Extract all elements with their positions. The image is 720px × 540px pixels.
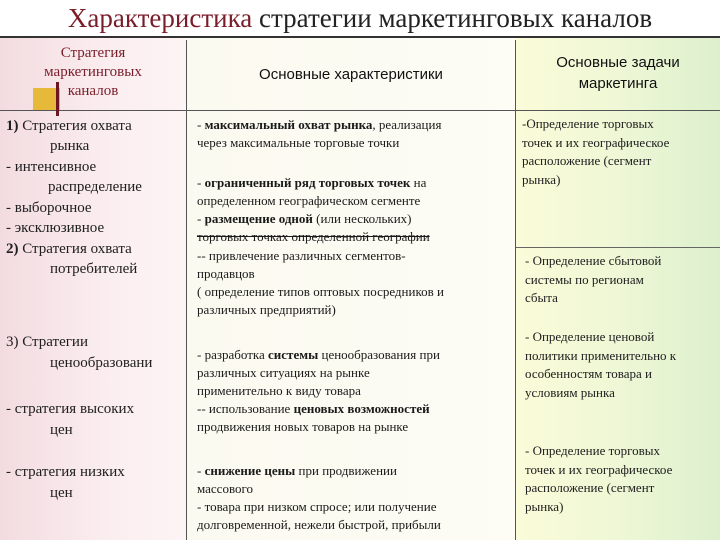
low-price-strategy: - стратегия низких (6, 464, 125, 480)
selective-distribution: - выборочное (6, 200, 92, 216)
char-limited-outlets: - ограниченный ряд торговых точек на (197, 175, 427, 190)
column-divider (186, 40, 187, 540)
high-price-strategy: - стратегия высоких (6, 401, 135, 417)
intensive-distribution-cont: распределение (48, 179, 142, 195)
char-low-demand: - товара при низком спросе; или получение (197, 499, 437, 514)
title-rest: стратегии маркетинговых каналов (252, 3, 653, 33)
task-outlets-1: -Определение торговых точек и их географическое расположение (сегмент рынка) (522, 116, 670, 187)
task-price-policy: - Определение ценовой политики применительно к особенностям товара и условиям рынка (525, 329, 677, 400)
char-limited-outlets-cont: определенном географическом сегменте (197, 193, 421, 208)
char-single-outlet-cont: торговых точках определенной географии (197, 229, 430, 244)
header-tasks: Основные задачи маркетинга (556, 54, 680, 92)
row-divider (516, 247, 720, 248)
strategy-coverage-cont: рынка (50, 138, 90, 154)
char-price-reduction: - снижение цены при продвижении (197, 463, 397, 478)
char-price-reduction-cont: массового (197, 481, 254, 496)
char-max-coverage-cont: через максимальные торговые точки (197, 135, 400, 150)
char-wholesale-types-cont: различных предприятий) (197, 302, 336, 317)
strategy-table (0, 36, 720, 540)
strategy-consumers-cont: потребителей (50, 261, 138, 277)
char-price-opportunities: -- использование ценовых возможностей (197, 401, 430, 416)
char-price-opportunities-cont: продвижения новых товаров на рынке (197, 419, 409, 434)
column-divider (515, 40, 516, 540)
char-wholesale-types: ( определение типов оптовых посредников и (197, 284, 444, 299)
char-max-coverage: - максимальный охват рынка, реализация (197, 117, 442, 132)
header-characteristics: Основные характеристики (259, 66, 443, 83)
exclusive-distribution: - эксклюзивное (6, 220, 105, 236)
low-price-strategy-cont: цен (50, 485, 73, 501)
page-title (0, 0, 720, 36)
intensive-distribution: - интенсивное (6, 159, 97, 175)
strategy-pricing-cont: ценообразовани (50, 355, 153, 371)
char-pricing-system-cont2: применительно к виду товара (197, 383, 361, 398)
title-accent: Характеристика (67, 3, 253, 33)
char-attract-segments-cont: продавцов (197, 266, 255, 281)
strategy-consumers: 2) Стратегия охвата (6, 241, 132, 257)
strategy-coverage: 1) Стратегия охвата (6, 118, 132, 134)
char-single-outlet: - размещение одной (или нескольких) (197, 211, 412, 226)
header-divider (0, 110, 720, 111)
task-sales-system: - Определение сбытовой системы по регионам сбыта (525, 253, 662, 305)
task-outlets-2: - Определение торговых точек и их географическое расположение (сегмент рынка) (525, 443, 673, 514)
char-attract-segments: -- привлечение различных сегментов- (197, 248, 406, 263)
high-price-strategy-cont: цен (50, 422, 73, 438)
char-long-term-profit: долговременной, нежели быстрой, прибыли (197, 517, 441, 532)
char-pricing-system: - разработка системы ценообразования при (197, 347, 440, 362)
strategy-pricing: 3) Стратегии (6, 334, 88, 350)
header-strategy: Стратегия маркетинговых каналов (44, 45, 142, 99)
char-pricing-system-cont: различных ситуациях на рынке (197, 365, 370, 380)
